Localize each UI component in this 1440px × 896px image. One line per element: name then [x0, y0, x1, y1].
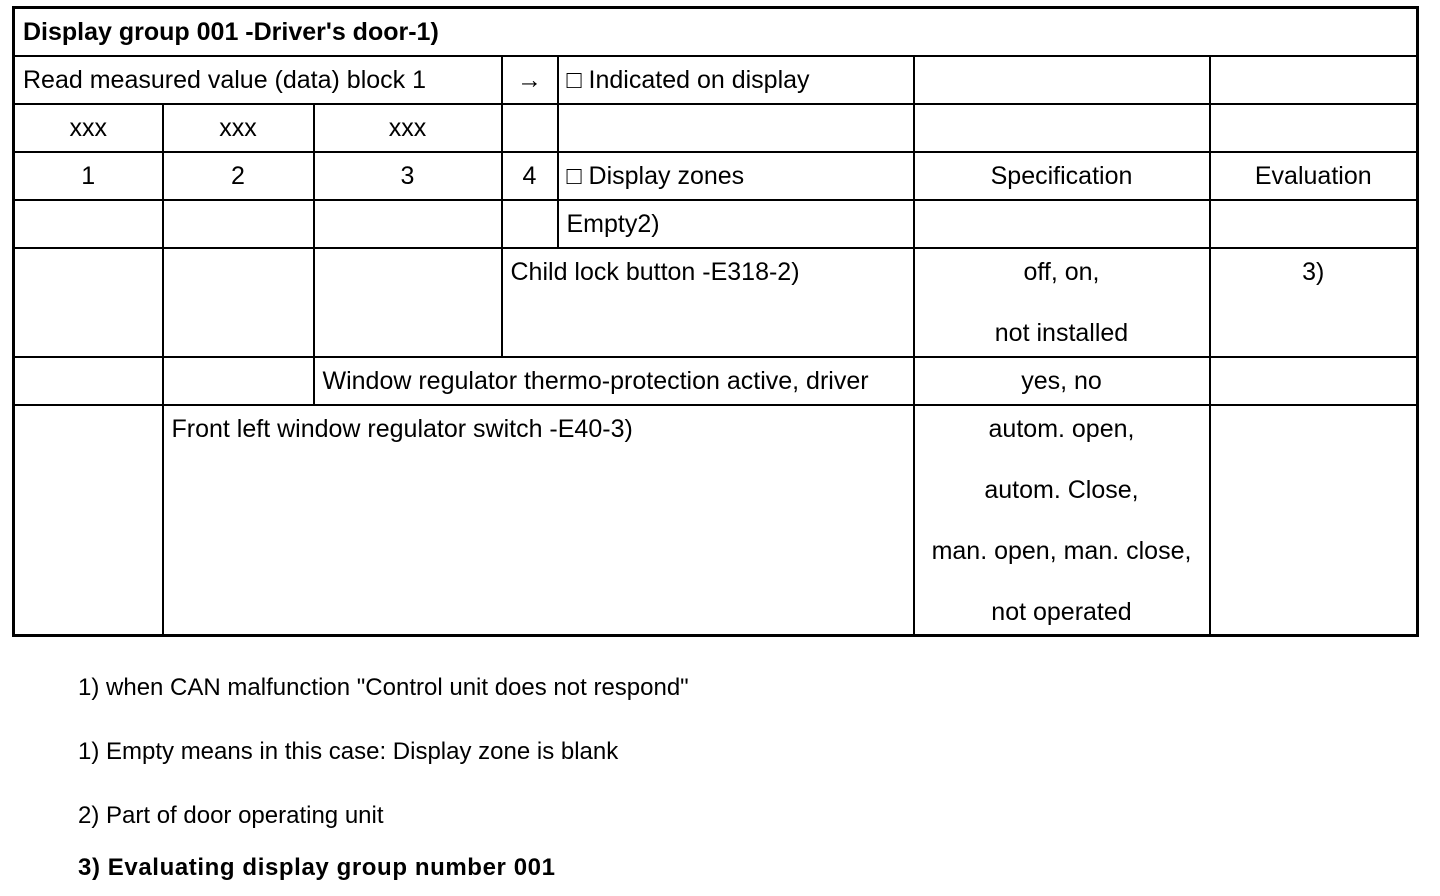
empty-cell [1210, 200, 1418, 248]
placeholder-zone-3: xxx [314, 104, 502, 152]
spec-line: man. open, man. close, [931, 536, 1192, 565]
empty-cell [914, 104, 1210, 152]
empty-cell [502, 104, 558, 152]
spec-line: off, on, [1023, 257, 1100, 286]
window-switch-name: Front left window regulator switch -E40-3) [163, 405, 914, 636]
empty-cell [163, 200, 314, 248]
spec-line: not installed [994, 318, 1129, 347]
display-zones-label: □ Display zones [558, 152, 914, 200]
empty-cell [14, 248, 163, 357]
empty-cell [14, 405, 163, 636]
spec-line: autom. open, [988, 414, 1135, 443]
arrow-icon: → [502, 56, 558, 104]
empty-cell [1210, 405, 1418, 636]
empty-cell [314, 200, 502, 248]
zone-4-name: Empty2) [558, 200, 914, 248]
spec-line: not operated [991, 597, 1132, 626]
child-lock-name: Child lock button -E318-2) [502, 248, 914, 357]
empty-cell [1210, 357, 1418, 405]
specification-header: Specification [914, 152, 1210, 200]
thermo-protection-name: Window regulator thermo-protection active, driver [314, 357, 914, 405]
empty-cell [914, 56, 1210, 104]
empty-cell [1210, 104, 1418, 152]
empty-cell [14, 357, 163, 405]
empty-cell [14, 200, 163, 248]
child-lock-spec [914, 248, 1210, 357]
footnote-3: 2) Part of door operating unit [78, 802, 384, 829]
zone-number-3: 3 [314, 152, 502, 200]
empty-cell [558, 104, 914, 152]
empty-cell [914, 200, 1210, 248]
measured-value-table [12, 6, 1419, 637]
window-switch-spec [914, 405, 1210, 636]
empty-cell [163, 357, 314, 405]
child-lock-eval: 3) [1210, 248, 1418, 357]
footnote-2: 1) Empty means in this case: Display zone is blank [78, 738, 619, 765]
block-label: Read measured value (data) block 1 [14, 56, 502, 104]
evaluation-header: Evaluation [1210, 152, 1418, 200]
thermo-protection-spec: yes, no [914, 357, 1210, 405]
zone-number-4: 4 [502, 152, 558, 200]
spec-line: autom. Close, [984, 475, 1139, 504]
empty-cell [314, 248, 502, 357]
footnote-1: 1) when CAN malfunction "Control unit does not respond" [78, 674, 689, 701]
empty-cell [502, 200, 558, 248]
table-title: Display group 001 -Driver's door-1) [14, 8, 1418, 56]
indicated-on-display-label: □ Indicated on display [558, 56, 914, 104]
zone-number-2: 2 [163, 152, 314, 200]
placeholder-zone-2: xxx [163, 104, 314, 152]
zone-number-1: 1 [14, 152, 163, 200]
footnote-4: 3) Evaluating display group number 001 [78, 854, 556, 881]
empty-cell [1210, 56, 1418, 104]
empty-cell [163, 248, 314, 357]
placeholder-zone-1: xxx [14, 104, 163, 152]
